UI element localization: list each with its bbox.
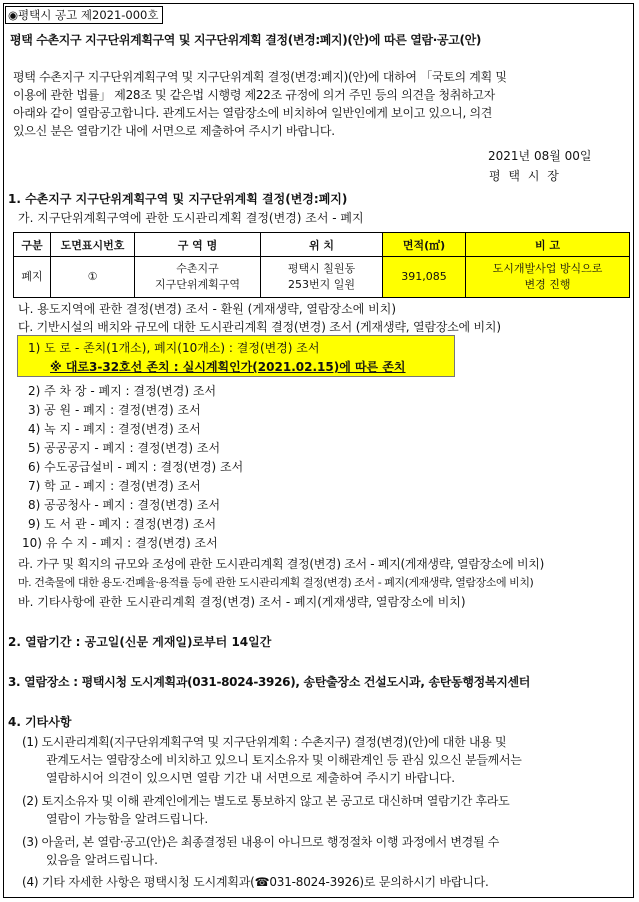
section4-line: 있음을 알려드립니다. bbox=[46, 853, 158, 867]
section1-heading: 1. 수촌지구 지구단위계획구역 및 지구단위계획 결정(변경:폐지) bbox=[8, 192, 348, 206]
table-header-cell: 면적(㎡) bbox=[383, 233, 466, 257]
table-cell-name bbox=[135, 257, 261, 298]
table-cell-location bbox=[261, 257, 383, 298]
section4-line: (2) 토지소유자 및 이해 관계인에게는 별도로 통보하지 않고 본 공고로 대신하며 열람기간 후라도 bbox=[22, 794, 510, 808]
table-header-cell: 구분 bbox=[14, 233, 51, 257]
section1-item-ra: 라. 가구 및 획지의 규모와 조성에 관한 도시관리계획 결정(변경) 조서 - 폐지(게재생략, 열람장소에 비치) bbox=[18, 557, 544, 571]
section1-item-da: 다. 기반시설의 배치와 규모에 대한 도시관리계획 결정(변경) 조서 (게재생략, 열람장소에 비치) bbox=[18, 320, 501, 334]
section1-item-ma: 마. 건축물에 대한 용도·건폐율·용적률 등에 관한 도시관리계획 결정(변경) 조서 - 폐지(게재생략, 열람장소에 비치) bbox=[18, 576, 534, 589]
section4-line: (3) 아울러, 본 열람·공고(안)은 최종결정된 내용이 아니므로 행정절차 이행 과정에서 변경될 수 bbox=[22, 835, 500, 849]
infra-item: 8) 공공청사 - 폐지 : 결정(변경) 조서 bbox=[28, 498, 221, 512]
section3-location: 3. 열람장소 : 평택시청 도시계획과(031-8024-3926), 송탄출장소 건설도시과, 송탄동행정복지센터 bbox=[8, 675, 531, 689]
table-cell-type: 폐지 bbox=[14, 257, 51, 298]
section4-line: 열람이 가능함을 알려드립니다. bbox=[46, 812, 209, 826]
table-header-cell: 도면표시번호 bbox=[51, 233, 135, 257]
notice-number-tag: ◉평택시 공고 제2021-000호 bbox=[5, 6, 163, 24]
infra-item: 9) 도 서 관 - 폐지 : 결정(변경) 조서 bbox=[28, 517, 217, 531]
table-row bbox=[14, 257, 630, 298]
table-cell-area: 391,085 bbox=[383, 257, 466, 298]
table-cell-no: ① bbox=[51, 257, 135, 298]
notice-title: 평택 수촌지구 지구단위계획구역 및 지구단위계획 결정(변경:폐지)(안)에 따른 열람·공고(안) bbox=[10, 33, 481, 47]
infra-item-road: 1) 도 로 - 존치(1개소), 폐지(10개소) : 결정(변경) 조서 bbox=[28, 341, 320, 355]
table-cell-name-line: 수촌지구 bbox=[176, 262, 219, 275]
infra-item: 3) 공 원 - 폐지 : 결정(변경) 조서 bbox=[28, 403, 201, 417]
table-header-cell: 비 고 bbox=[466, 233, 630, 257]
infra-item: 10) 유 수 지 - 폐지 : 결정(변경) 조서 bbox=[22, 536, 218, 550]
intro-line-4: 있으신 분은 열람기간 내에 서면으로 제출하여 주시기 바랍니다. bbox=[13, 124, 335, 138]
intro-line-2: 이용에 관한 법률」 제28조 및 같은법 시행령 제22조 규정에 의거 주민 등의 의견을 청취하고자 bbox=[13, 88, 495, 102]
zone-table bbox=[13, 232, 630, 298]
intro-line-3: 아래와 같이 열람공고합니다. 관계도서는 열람장소에 비치하여 일반인에게 보이고 있으니, 의견 bbox=[13, 106, 493, 120]
section4-line: (4) 기타 자세한 사항은 평택시청 도시계획과(☎031-8024-3926)로 문의하시기 바랍니다. bbox=[22, 875, 489, 889]
issuer: 평 택 시 장 bbox=[489, 169, 561, 183]
section1-item-ba: 바. 기타사항에 관한 도시관리계획 결정(변경) 조서 - 폐지(게재생략, 열람장소에 비치) bbox=[18, 595, 466, 609]
table-cell-location-line: 평택시 칠원동 bbox=[287, 262, 356, 275]
section1-item-ga: 가. 지구단위계획구역에 관한 도시관리계획 결정(변경) 조서 - 폐지 bbox=[18, 211, 364, 225]
table-cell-name-line: 지구단위계획구역 bbox=[154, 278, 240, 291]
section4-line: 관계도서는 열람장소에 비치하고 있으니 토지소유자 및 이해관계인 등 관심 있으신 분들께서는 bbox=[46, 753, 522, 767]
section4-line: (1) 도시관리계획(지구단위계획구역 및 지구단위계획 : 수촌지구) 결정(변경)(안)에 대한 내용 및 bbox=[22, 735, 507, 749]
infra-road-note: ※ 대로3-32호선 존치 : 실시계획인가(2021.02.15)에 따른 존치 bbox=[50, 360, 406, 374]
infra-item: 7) 학 교 - 폐지 : 결정(변경) 조서 bbox=[28, 479, 201, 493]
table-cell-note bbox=[466, 257, 630, 298]
table-header-row bbox=[14, 233, 630, 257]
section4-heading: 4. 기타사항 bbox=[8, 715, 72, 729]
table-header-cell: 구 역 명 bbox=[135, 233, 261, 257]
section4-line: 열람하시어 의견이 있으시면 열람 기간 내 서면으로 제출하여 주시기 바랍니다. bbox=[46, 771, 456, 785]
table-cell-note-line: 변경 진행 bbox=[524, 278, 571, 291]
infra-item: 2) 주 차 장 - 폐지 : 결정(변경) 조서 bbox=[28, 384, 217, 398]
infra-item: 5) 공공공지 - 폐지 : 결정(변경) 조서 bbox=[28, 441, 221, 455]
section2-period: 2. 열람기간 : 공고일(신문 게재일)로부터 14일간 bbox=[8, 635, 272, 649]
table-cell-note-line: 도시개발사업 방식으로 bbox=[492, 262, 603, 275]
table-header-cell: 위 치 bbox=[261, 233, 383, 257]
notice-date: 2021년 08월 00일 bbox=[488, 149, 592, 163]
infra-item: 4) 녹 지 - 폐지 : 결정(변경) 조서 bbox=[28, 422, 201, 436]
infra-item: 6) 수도공급설비 - 폐지 : 결정(변경) 조서 bbox=[28, 460, 244, 474]
section1-item-na: 나. 용도지역에 관한 결정(변경) 조서 - 환원 (게재생략, 열람장소에 비치) bbox=[18, 302, 397, 316]
intro-line-1: 평택 수촌지구 지구단위계획구역 및 지구단위계획 결정(변경:폐지)(안)에 대하여 「국토의 계획 및 bbox=[13, 70, 507, 84]
table-cell-location-line: 253번지 일원 bbox=[288, 278, 355, 291]
